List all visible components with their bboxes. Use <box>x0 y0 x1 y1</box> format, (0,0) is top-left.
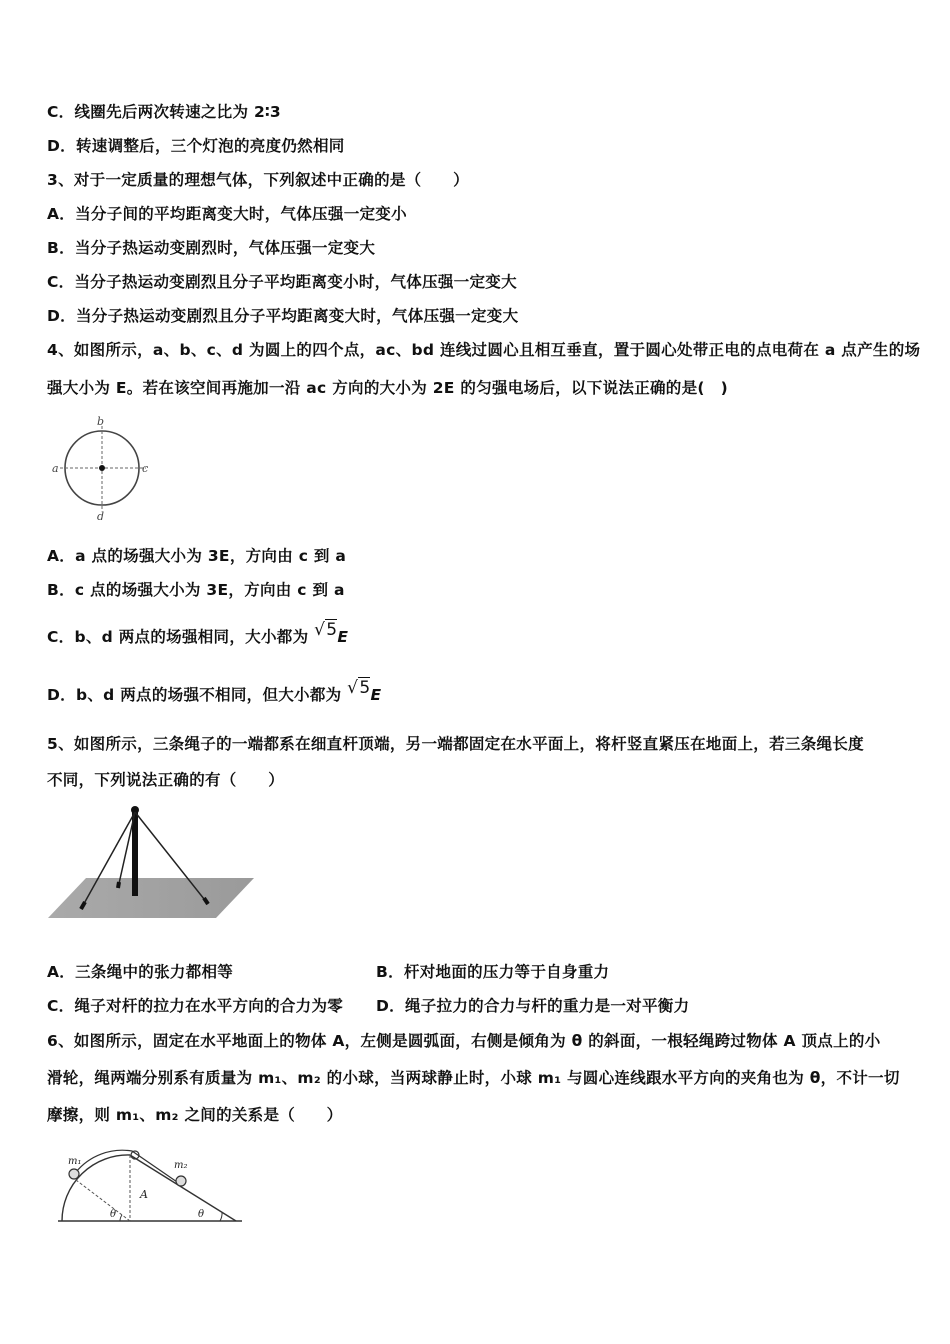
q5-stem-line2: 不同，下列说法正确的有（ ） <box>47 771 285 789</box>
q4-option-d-text: D．b、d 两点的场强不相同，但大小都为 <box>47 686 342 704</box>
q6-stem-line2: 滑轮，绳两端分别系有质量为 m₁、m₂ 的小球，当两球静止时，小球 m₁ 与圆心连线跟水平方向的夹角也为 θ，不计一切 <box>47 1069 900 1087</box>
q4-option-d-radicand: 5 <box>359 678 371 698</box>
q5-option-b: B．杆对地面的压力等于自身重力 <box>376 963 610 981</box>
q6-label-theta-left: θ <box>110 1209 117 1220</box>
q4-center-charge <box>99 465 105 471</box>
q4-option-b: B．c 点的场强大小为 3E，方向由 c 到 a <box>47 581 345 599</box>
q4-label-b: b <box>97 416 105 428</box>
q5-ground-plane <box>48 878 254 918</box>
q4-option-d <box>47 678 382 705</box>
q4-option-d-unit: E <box>370 686 382 704</box>
q6-angle-arc-left <box>120 1215 122 1221</box>
q4-option-c-sqrt: √5 <box>314 620 338 640</box>
q4-option-c-radicand: 5 <box>326 620 338 640</box>
q6-ball-m2 <box>176 1176 186 1186</box>
q4-stem-line1: 4、如图所示，a、b、c、d 为圆上的四个点，ac、bd 连线过圆心且相互垂直，置于圆心处带正电的点电荷在 a 点产生的场 <box>47 341 921 359</box>
q6-ball-m1 <box>69 1169 79 1179</box>
q6-angle-arc-right <box>220 1212 222 1221</box>
q3-option-a: A．当分子间的平均距离变大时，气体压强一定变小 <box>47 205 407 223</box>
q4-stem-line2: 强大小为 E。若在该空间再施加一沿 ac 方向的大小为 2E 的匀强电场后，以下说法正确的是( ) <box>47 379 728 397</box>
q4-label-a: a <box>52 462 59 475</box>
q5-stem-line1: 5、如图所示，三条绳子的一端都系在细直杆顶端，另一端都固定在水平面上，将杆竖直紧压在地面上，若三条绳长度 <box>47 735 864 753</box>
q6-label-A: A <box>140 1188 148 1201</box>
q2-option-d: D．转速调整后，三个灯泡的亮度仍然相同 <box>47 137 345 155</box>
q5-option-c: C．绳子对杆的拉力在水平方向的合力为零 <box>47 997 344 1015</box>
q3-option-b: B．当分子热运动变剧烈时，气体压强一定变大 <box>47 239 376 257</box>
q6-label-m1: m₁ <box>68 1156 82 1167</box>
q4-option-c-text: C．b、d 两点的场强相同，大小都为 <box>47 628 309 646</box>
q5-peg-2 <box>118 882 119 888</box>
q6-stem-line3: 摩擦，则 m₁、m₂ 之间的关系是（ ） <box>47 1106 343 1124</box>
q4-option-d-sqrt: √5 <box>347 678 371 698</box>
q6-label-m2: m₂ <box>174 1160 188 1171</box>
q3-option-d: D．当分子热运动变剧烈且分子平均距离变大时，气体压强一定变大 <box>47 307 519 325</box>
q5-option-d: D．绳子拉力的合力与杆的重力是一对平衡力 <box>376 997 690 1015</box>
q6-radius-dashed <box>76 1180 130 1221</box>
q4-option-c <box>47 620 349 647</box>
q5-pole-figure <box>46 800 256 922</box>
q6-stem-line1: 6、如图所示，固定在水平地面上的物体 A，左侧是圆弧面，右侧是倾角为 θ 的斜面，一根轻绳跨过物体 A 顶点上的小 <box>47 1032 881 1050</box>
q2-option-c: C．线圈先后两次转速之比为 2∶3 <box>47 103 281 121</box>
q4-label-c: c <box>142 462 149 475</box>
q4-option-c-unit: E <box>337 628 349 646</box>
q6-incline-figure <box>56 1146 246 1226</box>
q4-circle-figure <box>50 416 160 522</box>
q6-label-theta-right: θ <box>198 1209 205 1220</box>
q5-option-a: A．三条绳中的张力都相等 <box>47 963 234 981</box>
q4-label-d: d <box>97 510 105 522</box>
q4-option-a: A．a 点的场强大小为 3E，方向由 c 到 a <box>47 547 347 565</box>
q3-stem: 3、对于一定质量的理想气体，下列叙述中正确的是（ ） <box>47 171 469 189</box>
q3-option-c: C．当分子热运动变剧烈且分子平均距离变小时，气体压强一定变大 <box>47 273 517 291</box>
